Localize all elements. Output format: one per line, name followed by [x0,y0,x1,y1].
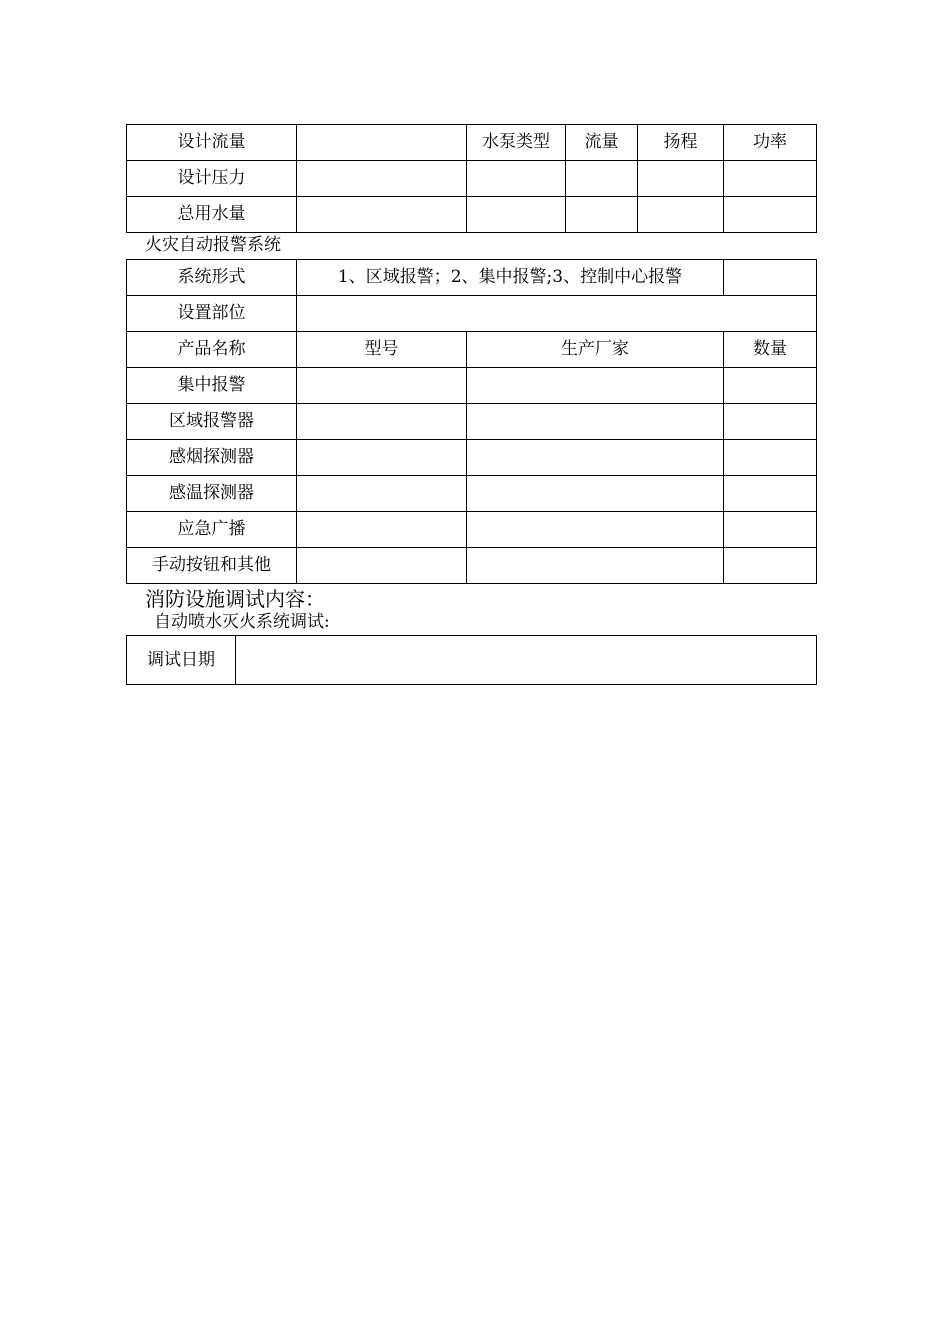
model-header: 型号 [297,332,467,368]
model-cell[interactable] [297,404,467,440]
quantity-header: 数量 [724,332,817,368]
product-name: 区域报警器 [127,404,297,440]
product-name: 应急广播 [127,512,297,548]
table-row [127,197,817,233]
design-pressure-value[interactable] [297,161,467,197]
model-cell[interactable] [297,548,467,584]
table-row [127,260,817,296]
fire-alarm-table [126,259,817,584]
power-cell[interactable] [724,161,817,197]
commissioning-title: 消防设施调试内容： [145,587,325,611]
manufacturer-cell[interactable] [467,368,724,404]
product-name-header: 产品名称 [127,332,297,368]
design-pressure-label: 设计压力 [127,161,297,197]
flow-header: 流量 [566,125,638,161]
table-row [127,404,817,440]
quantity-cell[interactable] [724,440,817,476]
pump-table [126,124,817,233]
product-name: 集中报警 [127,368,297,404]
commissioning-subtitle: 自动喷水灭火系统调试: [154,612,330,632]
pump-type-cell[interactable] [467,197,566,233]
table-row [127,636,817,685]
table-row [127,296,817,332]
flow-cell[interactable] [566,161,638,197]
design-flow-label: 设计流量 [127,125,297,161]
date-value[interactable] [236,636,817,685]
power-cell[interactable] [724,197,817,233]
manufacturer-cell[interactable] [467,548,724,584]
table-row [127,440,817,476]
table-row [127,125,817,161]
quantity-cell[interactable] [724,368,817,404]
manufacturer-cell[interactable] [467,512,724,548]
location-label: 设置部位 [127,296,297,332]
head-cell[interactable] [638,197,724,233]
total-water-label: 总用水量 [127,197,297,233]
fire-alarm-section-title: 火灾自动报警系统 [145,235,281,255]
design-flow-value[interactable] [297,125,467,161]
total-water-value[interactable] [297,197,467,233]
model-cell[interactable] [297,512,467,548]
table-row [127,332,817,368]
table-row [127,548,817,584]
table-row [127,512,817,548]
model-cell[interactable] [297,440,467,476]
pump-type-cell[interactable] [467,161,566,197]
quantity-cell[interactable] [724,404,817,440]
manufacturer-cell[interactable] [467,476,724,512]
pump-type-header: 水泵类型 [467,125,566,161]
table-row [127,161,817,197]
quantity-cell[interactable] [724,512,817,548]
table-row [127,476,817,512]
product-name: 感烟探测器 [127,440,297,476]
table-row [127,368,817,404]
location-value[interactable] [297,296,817,332]
quantity-cell[interactable] [724,476,817,512]
model-cell[interactable] [297,368,467,404]
model-cell[interactable] [297,476,467,512]
quantity-cell[interactable] [724,548,817,584]
head-cell[interactable] [638,161,724,197]
system-form-options[interactable]: 1、区域报警；2、集中报警;3、控制中心报警 [297,260,724,296]
date-label: 调试日期 [127,636,236,685]
commissioning-table [126,635,817,685]
head-header: 扬程 [638,125,724,161]
system-form-label: 系统形式 [127,260,297,296]
manufacturer-cell[interactable] [467,440,724,476]
manufacturer-cell[interactable] [467,404,724,440]
product-name: 感温探测器 [127,476,297,512]
power-header: 功率 [724,125,817,161]
flow-cell[interactable] [566,197,638,233]
product-name: 手动按钮和其他 [127,548,297,584]
system-form-value[interactable] [724,260,817,296]
manufacturer-header: 生产厂家 [467,332,724,368]
